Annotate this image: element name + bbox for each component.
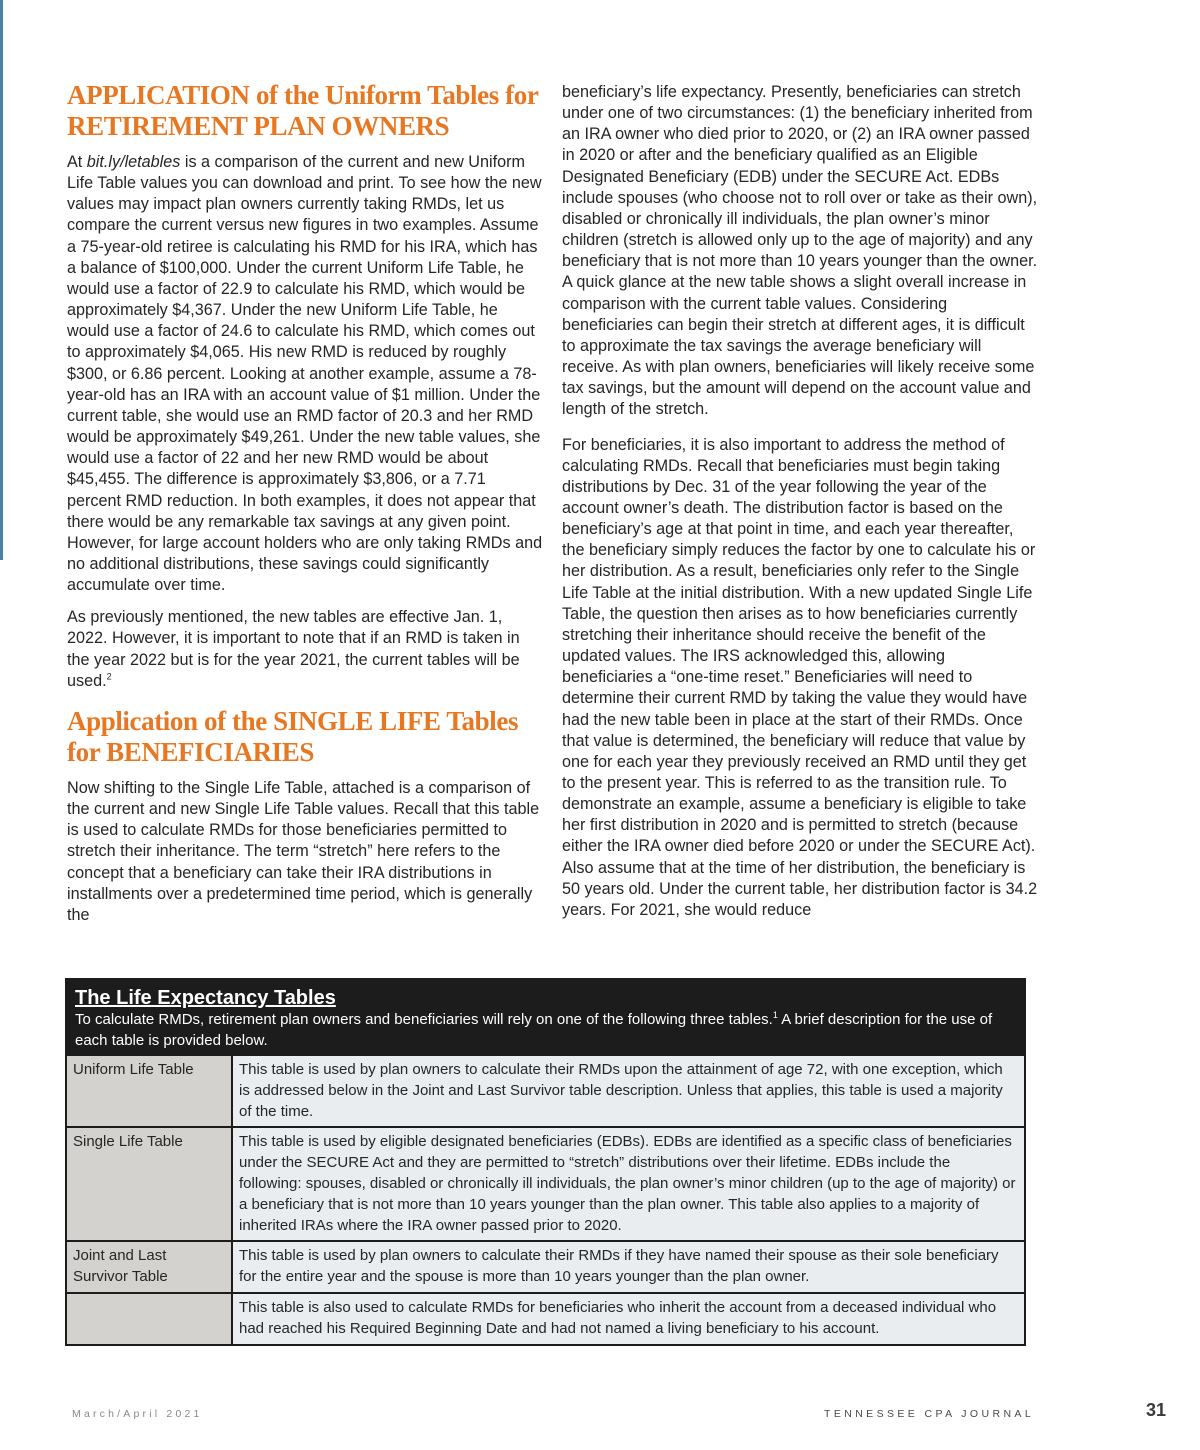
paragraph-stretch: beneficiary’s life expectancy. Presently, beneficiaries can stretch under one of two circumstances: (1) the beneficiary inherited from an IRA owner who died prior to 2020, or (2) an IRA owner passed in 2020 or after and the beneficiary qualified as an Eligible Designated Beneficiary (EDB) under the SECURE Act. EDBs include spouses (who choose not to roll over or take as their own), disabled or chronically ill individuals, the plan owner’s minor children (stretch is allowed only up to the age of majority) and any beneficiary that is not more than 10 years younger than the owner. A quick glance at the new table shows a slight overall increase in comparison with the current table values. Considering beneficiaries can begin their stretch at different ages, it is difficult to approximate the tax savings the average beneficiary will receive. As with plan owners, beneficiaries will likely receive some tax savings, but the amount will depend on the account value and length of the stretch. <box>562 83 1038 419</box>
intro-text: To calculate RMDs, retirement plan owners and beneficiaries will rely on one of the following three tables. <box>75 1011 773 1028</box>
intro-text: A brief description for the use of each table is provided below. <box>75 1011 993 1049</box>
life-expectancy-tables-box <box>65 978 1026 1346</box>
letables-link[interactable]: bit.ly/letables <box>86 153 181 171</box>
left-accent-bar <box>0 0 3 560</box>
paragraph-text: is a comparison of the current and new Uniform Life Table values you can download and print. To see how the new values may impact plan owners currently taking RMDs, let us compare the current versus new figures in two examples. Assume a 75-year-old retiree is calculating his RMD for his IRA, which has a balance of $100,000. Under the current Uniform Life Table, he would use a factor of 22.9 to calculate his RMD, which would be approximately $4,367. Under the new Uniform Life Table, he would use a factor of 24.6 to calculate his RMD, which comes out to approximately $4,065. His new RMD is reduced by roughly $300, or 6.86 percent. Looking at another example, assume a 78-year-old has an IRA with an account value of $1 million. Under the current table, she would use an RMD factor of 20.3 and her RMD would be approximately $49,261. Under the new table values, she would use a factor of 22 and her new RMD would be about $45,455. The difference is approximately $3,806, or a 7.71 percent RMD reduction. In both examples, it does not appear that there would be any remarkable tax savings at any given point. However, for large account holders who are only taking RMDs and no additional distributions, these savings could significantly accumulate over time. <box>67 153 543 595</box>
table-row <box>67 1126 1024 1240</box>
table-row-description: This table is used by plan owners to calculate their RMDs upon the attainment of age 72, with one exception, which is addressed below in the Joint and Last Survivor table description. Unless that applies, this table is used a majority of the time. <box>233 1056 1024 1126</box>
table-row-label: Single Life Table <box>67 1128 233 1240</box>
table-row <box>67 1292 1024 1344</box>
table-row-description: This table is used by eligible designated beneficiaries (EDBs). EDBs are identified as a specific class of beneficiaries under the SECURE Act and they are permitted to “stretch” distributions over their lifetime. EDBs include the following: spouses, disabled or chronically ill individuals, the plan owner’s minor children (up to the age of majority) or a beneficiary that is not more than 10 years younger than the plan owner. This table also applies to a majority of inherited IRAs where the IRA owner passed prior to 2020. <box>233 1128 1024 1240</box>
life-table-header <box>67 980 1024 1054</box>
footer-issue-date: March/April 2021 <box>72 1408 203 1420</box>
table-row-label: Joint and Last Survivor Table <box>67 1242 233 1292</box>
table-row-label: Uniform Life Table <box>67 1056 233 1126</box>
table-row-label <box>67 1294 233 1344</box>
right-column <box>562 82 1038 932</box>
table-row-description: This table is used by plan owners to calculate their RMDs if they have named their spouse as their sole beneficiary for the entire year and the spouse is more than 10 years younger than the plan owner. <box>233 1242 1024 1292</box>
life-table-title: The Life Expectancy Tables <box>75 987 336 1009</box>
paragraph-effective-date <box>67 607 543 692</box>
table-row-description: This table is also used to calculate RMDs for beneficiaries who inherit the account from a deceased individual who had reached his Required Beginning Date and had not named a living beneficiary to his account. <box>233 1294 1024 1344</box>
table-row <box>67 1054 1024 1126</box>
page-number: 31 <box>1146 1400 1167 1420</box>
footer-journal-name: TENNESSEE CPA JOURNAL <box>824 1408 1035 1420</box>
table-row <box>67 1240 1024 1292</box>
footnote-ref: 2 <box>106 671 112 682</box>
section-heading-single-life: Application of the SINGLE LIFE Tables for BENEFICIARIES <box>67 705 519 767</box>
paragraph-uniform-examples <box>67 152 543 596</box>
life-table-intro <box>75 1010 1016 1051</box>
paragraph-text: As previously mentioned, the new tables are effective Jan. 1, 2022. However, it is important to note that if an RMD is taken in the year 2022 but is for the year 2021, the current tables will be used. <box>67 608 520 690</box>
paragraph-rmd-method: For beneficiaries, it is also important to address the method of calculating RMDs. Recall that beneficiaries must begin taking distributions by Dec. 31 of the year following the year of the account owner’s death. The distribution factor is based on the beneficiary’s age at that point in time, and each year thereafter, the beneficiary simply reduces the factor by one to calculate his or her distribution. As a result, beneficiaries only refer to the Single Life Table at the initial distribution. With a new updated Single Life Table, the question then arises as to how beneficiaries currently stretching their inheritance should receive the benefit of the updated values. The IRS acknowledged this, allowing beneficiaries a “one-time reset.” Beneficiaries will need to determine their current RMD by taking the value they would have had the new table been in place at the start of their RMDs. Once that value is determined, the beneficiary will reduce that value by one for each year they previously received an RMD until they get to the present year. This is referred to as the transition rule. To demonstrate an example, assume a beneficiary is eligible to take her first distribution in 2020 and is permitted to stretch (because either the IRA owner died before 2020 or under the SECURE Act). Also assume that at the time of her distribution, the beneficiary is 50 years old. Under the current table, her distribution factor is 34.2 years. For 2021, she would reduce <box>562 435 1038 919</box>
paragraph-text: At <box>67 153 87 171</box>
section-heading-uniform: APPLICATION of the Uniform Tables for RETIREMENT PLAN OWNERS <box>67 80 538 141</box>
footnote-ref: 1 <box>772 1010 778 1020</box>
paragraph-single-life: Now shifting to the Single Life Table, attached is a comparison of the current and new Single Life Table values. Recall that this table is used to calculate RMDs for those beneficiaries permitted to stretch their inheritance. The term “stretch” here refers to the concept that a beneficiary can take their IRA distributions in installments over a predetermined time period, which is generally the <box>67 778 540 924</box>
left-column <box>67 80 543 937</box>
